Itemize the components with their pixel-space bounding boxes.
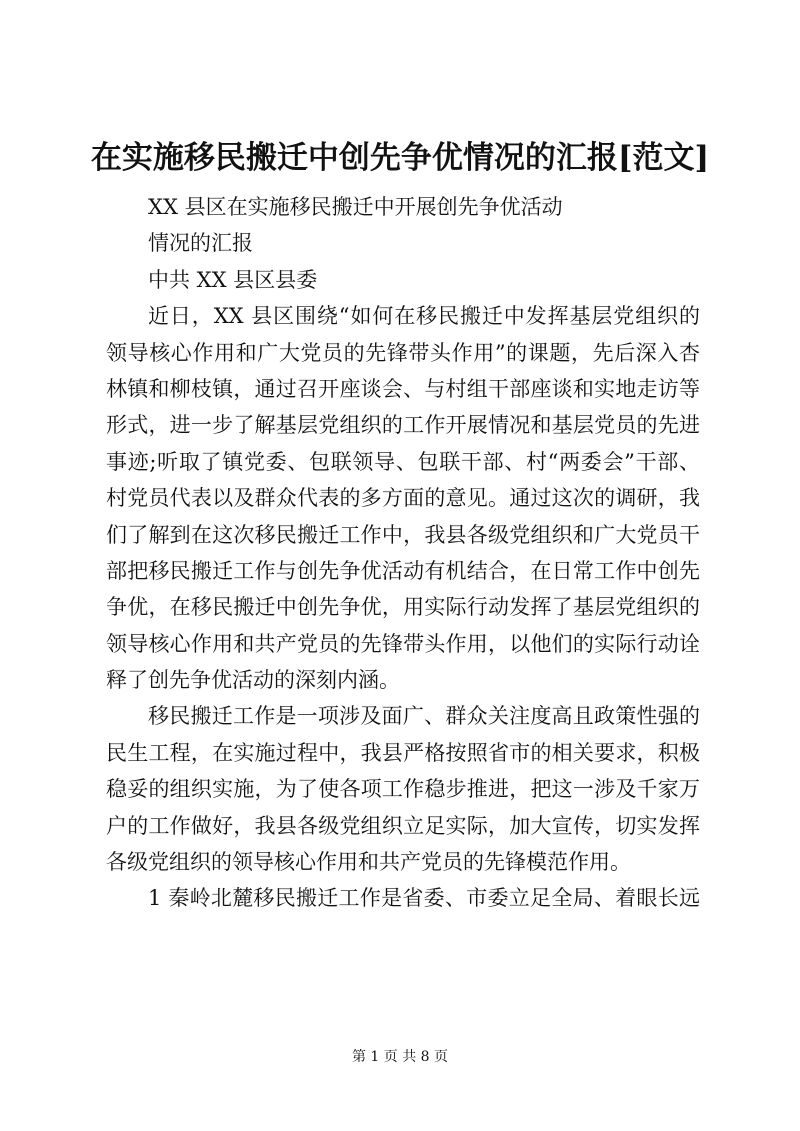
paragraph-2 bbox=[106, 698, 700, 880]
paragraph-line: 各级党组织的领导核心作用和共产党员的先锋模范作用。 bbox=[106, 850, 631, 875]
heading-line: 情况的汇报 bbox=[148, 231, 253, 256]
paragraph-line: 领导核心作用和广大党员的先锋带头作用”的课题，先后深入杏 bbox=[106, 340, 700, 365]
paragraph-line: 争优，在移民搬迁中创先争优，用实际行动发挥了基层党组织的 bbox=[106, 595, 700, 620]
paragraph-line: 移民搬迁工作是一项涉及面广、群众关注度高且政策性强的 bbox=[148, 704, 700, 729]
page-footer: 第 1 页 共 8 页 bbox=[351, 1049, 449, 1065]
paragraph-line: 稳妥的组织实施，为了使各项工作稳步推进，把这一涉及千家万 bbox=[106, 777, 700, 802]
document-title: 在实施移民搬迁中创先争优情况的汇报[范文] bbox=[90, 140, 710, 176]
document-body bbox=[106, 189, 700, 917]
paragraph-line: 户的工作做好，我县各级党组织立足实际，加大宣传，切实发挥 bbox=[106, 813, 700, 838]
paragraph-line: 近日，XX 县区围绕“如何在移民搬迁中发挥基层党组织的 bbox=[148, 304, 700, 329]
author-line: 中共 XX 县区县委 bbox=[148, 267, 318, 292]
paragraph-line: 们了解到在这次移民搬迁工作中，我县各级党组织和广大党员干 bbox=[106, 522, 700, 547]
paragraph-line: 村党员代表以及群众代表的多方面的意见。通过这次的调研，我 bbox=[106, 486, 700, 511]
heading-line: XX 县区在实施移民搬迁中开展创先争优活动 bbox=[148, 195, 563, 219]
paragraph-line: 民生工程，在实施过程中，我县严格按照省市的相关要求，积极 bbox=[106, 740, 700, 765]
paragraph-line: 林镇和柳枝镇，通过召开座谈会、与村组干部座谈和实地走访等 bbox=[106, 376, 700, 401]
paragraph-line: 领导核心作用和共产党员的先锋带头作用，以他们的实际行动诠 bbox=[106, 631, 700, 656]
paragraph-1 bbox=[106, 298, 700, 698]
paragraph-3 bbox=[106, 880, 700, 916]
paragraph-line: 部把移民搬迁工作与创先争优活动有机结合，在日常工作中创先 bbox=[106, 558, 700, 583]
paragraph-line: 事迹;听取了镇党委、包联领导、包联干部、村“两委会”干部、 bbox=[106, 449, 700, 474]
paragraph-line: 释了创先争优活动的深刻内涵。 bbox=[106, 668, 400, 693]
paragraph-line: 1 秦岭北麓移民搬迁工作是省委、市委立足全局、着眼长远 bbox=[148, 886, 700, 911]
paragraph-line: 形式，进一步了解基层党组织的工作开展情况和基层党员的先进 bbox=[106, 413, 700, 438]
